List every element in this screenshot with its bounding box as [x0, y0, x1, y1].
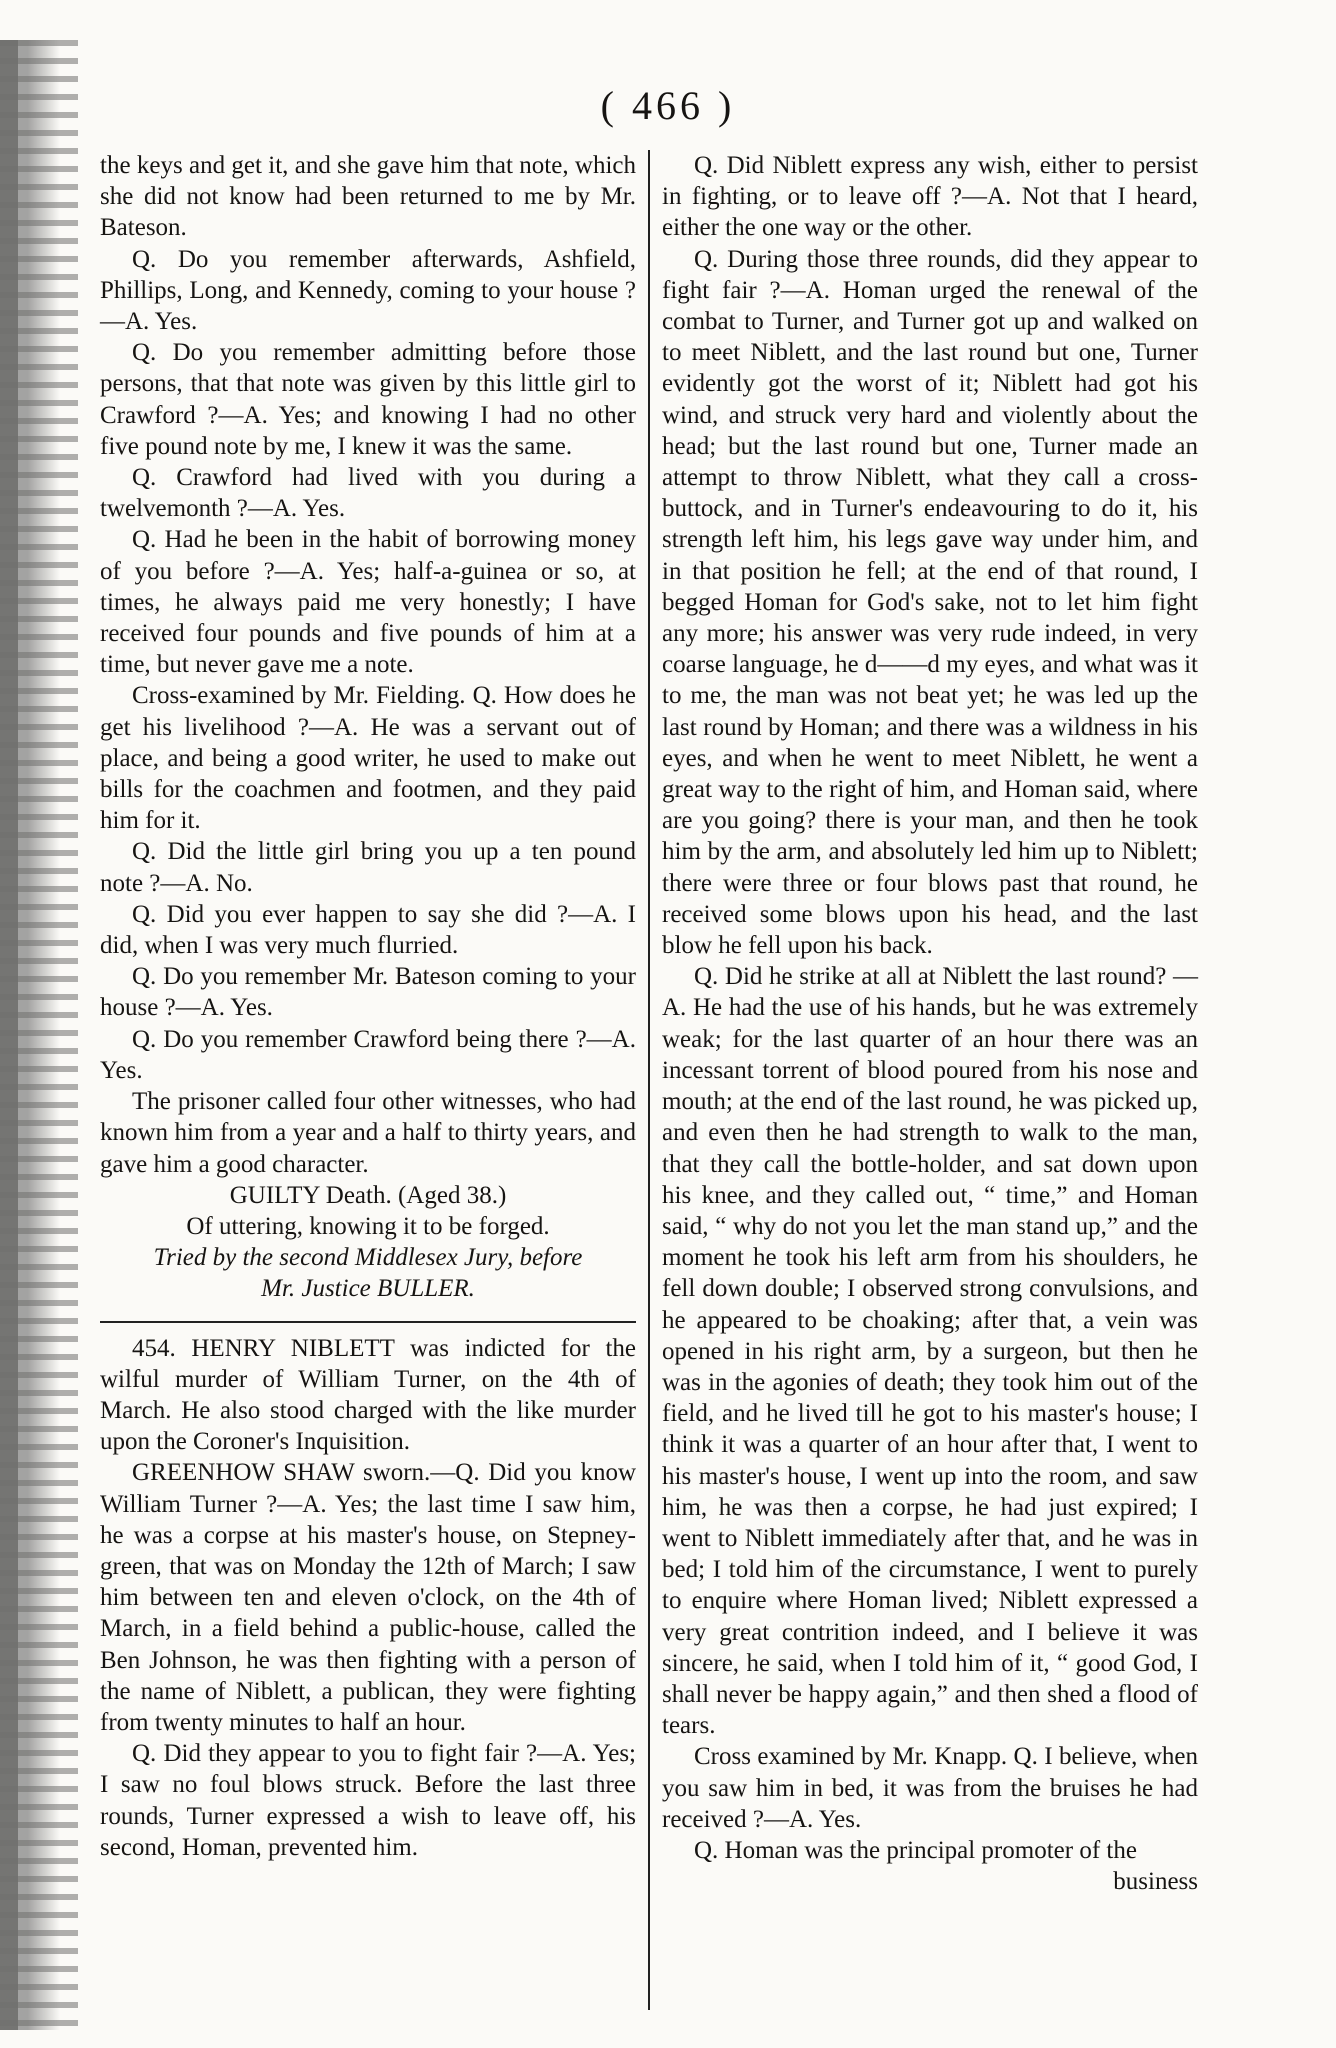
- paragraph: Q. Homan was the principal promoter of the: [694, 1836, 1137, 1864]
- paragraph: Q. Did the little girl bring you up a ten pound note ?—A. No.: [100, 838, 636, 897]
- paragraph: Q. Did he strike at all at Niblett the last round? —A. He had the use of his hands, but he was extremely weak; for the last quarter of an hour there was an incessant torrent of blood poured from his nose and mouth; at the end of the last round, he was picked up, and even then he had strength to walk to the man, that they call the bottle-holder, and sat down upon his knee, and they called out, “ time,” and Homan said, “ why do not you let the man stand up,” and the moment he took his left arm from his shoulders, he fell down double; I observed strong convulsions, and he appeared to be choaking; after that, a vein was opened in his right arm, by a surgeon, but then he was in the agonies of death; they took him out of the field, and he lived till he got to his master's house; I think it was a quarter of an hour after that, I went to his master's house, I went up into the room, and saw him, he was then a corpse, he had just expired; I went to Niblett immediately after that, and he was in bed; I told him of the circumstance, I went to purely to enquire where Homan lived; Niblett expressed a very great contrition indeed, and I believe it was sincere, he said, when I told him of it, “ good God, I shall never be happy again,” and then shed a flood of tears.: [662, 963, 1198, 1740]
- tried-by: Tried by the second Middlesex Jury, before: [153, 1244, 583, 1272]
- paragraph: Q. Do you remember admitting before those persons, that that note was given by this little girl to Crawford ?—A. Yes; and knowing I had no other five pound note by me, I knew it was the same.: [100, 339, 636, 460]
- paragraph: Q. Did Niblett express any wish, either to persist in fighting, or to leave off ?—A. Not that I heard, either the one way or the other.: [662, 152, 1198, 242]
- book-binding-edge: [0, 40, 78, 2030]
- paragraph: The prisoner called four other witnesses, who had known him from a year and a half to thirty years, and gave him a good character.: [100, 1088, 636, 1178]
- paragraph: Cross-examined by Mr. Fielding. Q. How does he get his livelihood ?—A. He was a servant out of place, and being a good writer, he used to make out bills for the coachmen and footmen, and they paid him for it.: [100, 682, 636, 835]
- paragraph: Q. During those three rounds, did they appear to fight fair ?—A. Homan urged the renewal of the combat to Turner, and Turner got up and walked on to meet Niblett, and the last round but one, Turner evidently got the worst of it; Niblett had got his wind, and struck very hard and violently about the head; but the last round but one, Turner made an attempt to throw Niblett, what they call a cross-buttock, and in Turner's endeavouring to do it, his strength left him, his legs gave way under him, and in that position he fell; at the end of that round, I begged Homan for God's sake, not to let him fight any more; his answer was very rude indeed, in very coarse language, he d——d my eyes, and what was it to me, the man was not beat yet; he was led up the last round by Homan; and there was a wildness in his eyes, and when he went to meet Niblett, he went a great way to the right of him, and Homan said, where are you going? there is your man, and then he took him by the arm, and absolutely led him up to Niblett; there were three or four blows past that round, he received some blows upon his head, and the last blow he fell upon his back.: [662, 245, 1198, 960]
- paragraph: Q. Do you remember afterwards, Ashfield, Phillips, Long, and Kennedy, coming to your house ?—A. Yes.: [100, 245, 636, 336]
- paragraph: Q. Did you ever happen to say she did ?—A. I did, when I was very much flurried.: [100, 900, 636, 960]
- paragraph: the keys and get it, and she gave him that note, which she did not know had been returned to me by Mr. Bateson.: [100, 152, 636, 242]
- page-number-header: ( 466 ): [600, 83, 736, 128]
- paragraph: Q. Did they appear to you to fight fair ?—A. Yes; I saw no foul blows struck. Before the last three rounds, Turner expressed a wish to leave off, his second, Homan, prevented him.: [100, 1740, 636, 1861]
- verdict-detail: Of uttering, knowing it to be forged.: [186, 1212, 550, 1240]
- paragraph: Q. Had he been in the habit of borrowing money of you before ?—A. Yes; half-a-guinea or so, at times, he always paid me very honestly; I have received four pounds and five pounds of him at a time, but never gave me a note.: [100, 526, 636, 679]
- paragraph: Cross examined by Mr. Knapp. Q. I believe, when you saw him in bed, it was from the bruises he had received ?—A. Yes.: [662, 1743, 1198, 1833]
- verdict: GUILTY Death. (Aged 38.): [229, 1181, 507, 1209]
- column-divider: [648, 150, 650, 2010]
- paragraph: Q. Do you remember Crawford being there ?—A. Yes.: [100, 1025, 636, 1084]
- section-rule: [100, 1321, 636, 1323]
- paragraph: Q. Crawford had lived with you during a twelvemonth ?—A. Yes.: [100, 464, 636, 523]
- left-column: [100, 150, 636, 1863]
- right-column: [662, 150, 1198, 1897]
- catchword: business: [1113, 1868, 1198, 1896]
- case-heading-paragraph: 454. HENRY NIBLETT was indicted for the wilful murder of William Turner, on the 4th of March. He also stood charged with the like murder upon the Coroner's Inquisition.: [100, 1334, 636, 1456]
- paragraph: Q. Do you remember Mr. Bateson coming to your house ?—A. Yes.: [100, 963, 636, 1022]
- judge: Mr. Justice BULLER.: [261, 1275, 475, 1303]
- paragraph: GREENHOW SHAW sworn.—Q. Did you know William Turner ?—A. Yes; the last time I saw him, he was a corpse at his master's house, on Stepney-green, that was on Monday the 12th of March; I saw him between ten and eleven o'clock, on the 4th of March, in a field behind a public-house, called the Ben Johnson, he was then fighting with a person of the name of Niblett, a publican, they were fighting from twenty minutes to half an hour.: [100, 1459, 636, 1736]
